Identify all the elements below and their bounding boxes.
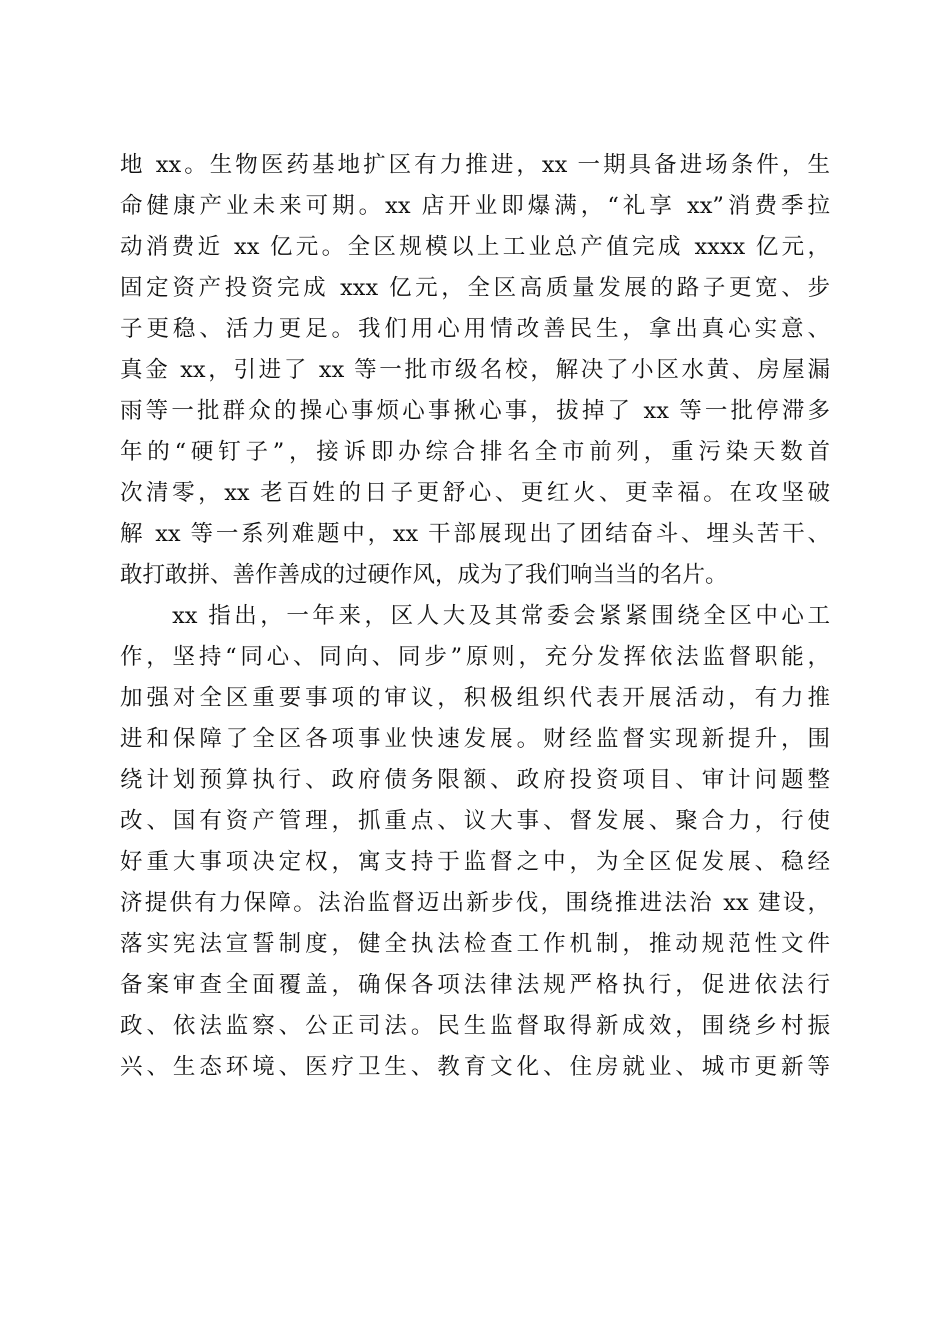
- text-line: 兴、生态环境、医疗卫生、教育文化、住房就业、城市更新等: [120, 1054, 830, 1080]
- text-line: 落实宪法宣誓制度，健全执法检查工作机制，推动规范性文件: [120, 931, 830, 957]
- text-line: 真金 xx，引进了 xx 等一批市级名校，解决了小区水黄、房屋漏: [120, 357, 830, 383]
- text-line: 政、依法监察、公正司法。民生监督取得新成效，围绕乡村振: [120, 1013, 830, 1039]
- text-line: 绕计划预算执行、政府债务限额、政府投资项目、审计问题整: [120, 767, 830, 793]
- text-line: 改、国有资产管理，抓重点、议大事、督发展、聚合力，行使: [120, 808, 830, 834]
- text-line: 子更稳、活力更足。我们用心用情改善民生，拿出真心实意、: [120, 316, 830, 342]
- text-line: 加强对全区重要事项的审议，积极组织代表开展活动，有力推: [120, 685, 830, 711]
- text-line: 备案审查全面覆盖，确保各项法律法规严格执行，促进依法行: [120, 972, 830, 998]
- text-line: 地 xx。生物医药基地扩区有力推进，xx 一期具备进场条件，生: [120, 152, 830, 178]
- text-line: 命健康产业未来可期。xx 店开业即爆满，“礼享 xx”消费季拉: [120, 193, 830, 219]
- text-line: xx 指出，一年来，区人大及其常委会紧紧围绕全区中心工: [120, 603, 830, 629]
- text-line: 好重大事项决定权，寓支持于监督之中，为全区促发展、稳经: [120, 849, 830, 875]
- text-line: 作，坚持“同心、同向、同步”原则，充分发挥依法监督职能，: [120, 644, 830, 670]
- text-line: 年的“硬钉子”，接诉即办综合排名全市前列，重污染天数首: [120, 439, 830, 465]
- text-line: 解 xx 等一系列难题中，xx 干部展现出了团结奋斗、埋头苦干、: [120, 521, 830, 547]
- text-line: 固定资产投资完成 xxx 亿元，全区高质量发展的路子更宽、步: [120, 275, 830, 301]
- text-line: 敢打敢拼、善作善成的过硬作风，成为了我们响当当的名片。: [120, 562, 728, 588]
- text-line: 济提供有力保障。法治监督迈出新步伐，围绕推进法治 xx 建设，: [120, 890, 830, 916]
- text-line: 进和保障了全区各项事业快速发展。财经监督实现新提升，围: [120, 726, 830, 752]
- text-line: 动消费近 xx 亿元。全区规模以上工业总产值完成 xxxx 亿元，: [120, 234, 830, 260]
- text-line: 雨等一批群众的操心事烦心事揪心事，拔掉了 xx 等一批停滞多: [120, 398, 830, 424]
- text-line: 次清零，xx 老百姓的日子更舒心、更红火、更幸福。在攻坚破: [120, 480, 830, 506]
